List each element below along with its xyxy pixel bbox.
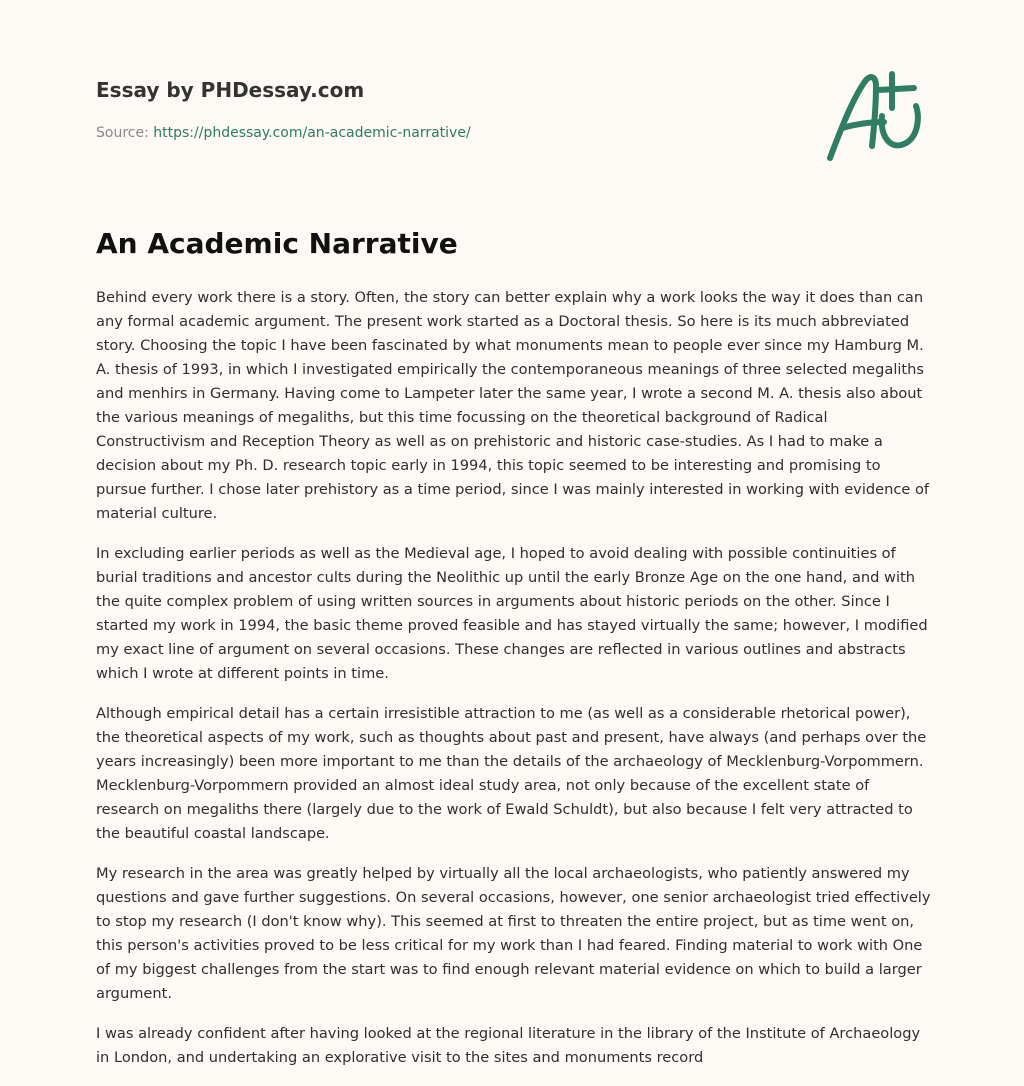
essay-paragraph: My research in the area was greatly helped by virtually all the local archaeologists, who patiently answered my questions and gave further suggestions. On several occasions, however, one senior archaeologist tried effectively to stop my research (I don't know why). This seemed at first to threaten the entire project, but as time went on, this person's activities proved to be less critical for my work than I had feared. Finding material to work with One of my biggest challenges from the start was to find enough relevant material evidence on which to build a larger argument. xyxy=(96,865,931,1002)
source-line xyxy=(96,123,471,143)
a-plus-grade-icon xyxy=(820,66,930,166)
essay-paragraph: Behind every work there is a story. Often, the story can better explain why a work looks the way it does than can any formal academic argument. The present work started as a Doctoral thesis. So here is its much abbreviated story. Choosing the topic I have been fascinated by what monuments mean to people ever since my Hamburg M. A. thesis of 1993, in which I investigated empirically the contemporaneous meanings of three selected megaliths and menhirs in Germany. Having come to Lampeter later the same year, I wrote a second M. A. thesis also about the various meanings of megaliths, but this time focussing on the theoretical background of Radical Constructivism and Reception Theory as well as on prehistoric and historic case-studies. As I had to make a decision about my Ph. D. research topic early in 1994, this topic seemed to be interesting and promising to pursue further. I chose later prehistory as a time period, since I was mainly interested in working with evidence of material culture. xyxy=(96,289,930,522)
source-link[interactable]: https://phdessay.com/an-academic-narrative/ xyxy=(153,125,471,141)
essay-body xyxy=(96,286,932,1086)
essay-paragraph: I was already confident after having looked at the regional literature in the library of the Institute of Archaeology in London, and undertaking an explorative visit to the sites and monuments record xyxy=(96,1025,921,1066)
site-brand: Essay by PHDessay.com xyxy=(96,78,365,102)
essay-paragraph: Although empirical detail has a certain irresistible attraction to me (as well as a considerable rhetorical power), the theoretical aspects of my work, such as thoughts about past and present, have always (and perhaps over the years increasingly) been more important to me than the details of the archaeology of Mecklenburg-Vorpommern. Mecklenburg-Vorpommern provided an almost ideal study area, not only because of the excellent state of research on megaliths there (largely due to the work of Ewald Schuldt), but also because I felt very attracted to the beautiful coastal landscape. xyxy=(96,705,927,842)
essay-title: An Academic Narrative xyxy=(96,227,458,260)
source-label: Source: xyxy=(96,125,154,141)
essay-paragraph: In excluding earlier periods as well as the Medieval age, I hoped to avoid dealing with possible continuities of burial traditions and ancestor cults during the Neolithic up until the early Bronze Age on the one hand, and with the quite complex problem of using written sources in arguments about historic periods on the other. Since I started my work in 1994, the basic theme proved feasible and has stayed virtually the same; however, I modified my exact line of argument on several occasions. These changes are reflected in various outlines and abstracts which I wrote at different points in time. xyxy=(96,545,928,682)
